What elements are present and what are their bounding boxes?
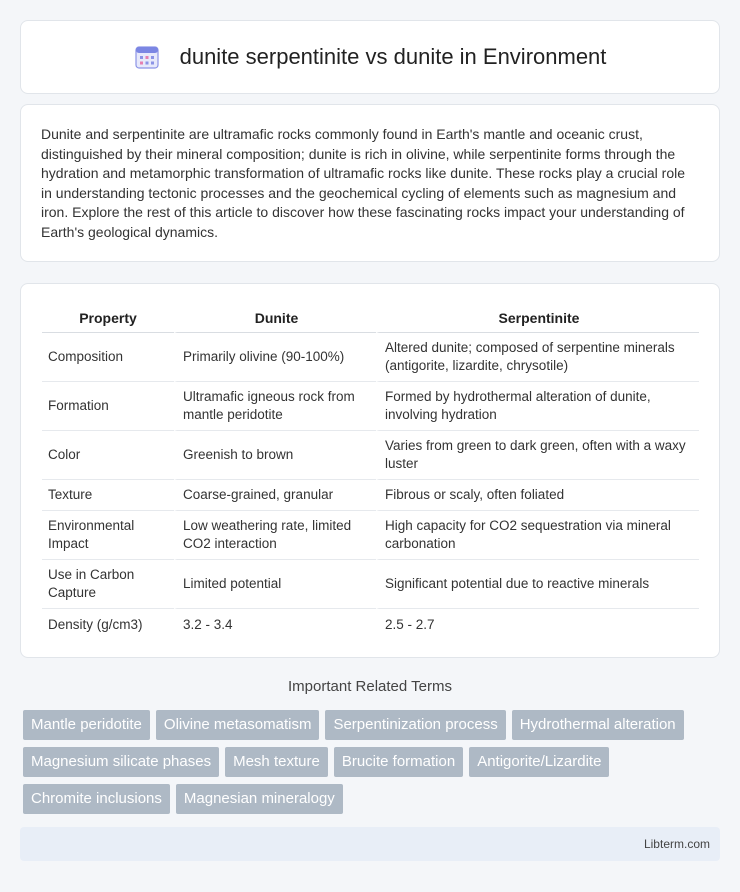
table-row xyxy=(42,609,699,640)
table-cell: Ultramafic igneous rock from mantle peridotite xyxy=(174,382,376,431)
table-cell: Coarse-grained, granular xyxy=(174,480,376,511)
table-row xyxy=(42,431,699,480)
column-header: Property xyxy=(42,304,174,333)
related-terms-list xyxy=(23,710,703,814)
related-term-tag[interactable]: Magnesium silicate phases xyxy=(23,747,219,777)
related-term-tag[interactable]: Chromite inclusions xyxy=(23,784,170,814)
table-cell: Greenish to brown xyxy=(174,431,376,480)
footer-site-link[interactable]: Libterm.com xyxy=(643,837,710,851)
related-term-tag[interactable]: Magnesian mineralogy xyxy=(176,784,343,814)
table-cell: Low weathering rate, limited CO2 interaction xyxy=(174,511,376,560)
table-cell: Formation xyxy=(42,382,174,431)
table-row xyxy=(42,480,699,511)
table-cell: Composition xyxy=(42,333,174,382)
page-title: dunite serpentinite vs dunite in Environment xyxy=(179,44,607,69)
table-cell: Altered dunite; composed of serpentine minerals (antigorite, lizardite, chrysotile) xyxy=(376,333,699,382)
related-term-tag[interactable]: Mesh texture xyxy=(225,747,328,777)
table-cell: Use in Carbon Capture xyxy=(42,560,174,609)
intro-text: Dunite and serpentinite are ultramafic rocks commonly found in Earth's mantle and oceanic crust, distinguished by their mineral composition; dunite is rich in olivine, while serpentinite forms through the hydration and metamorphic transformation of ultramafic rocks like dunite. These rocks play a crucial role in understanding tectonic processes and the geochemical cycling of elements such as magnesium and iron. Explore the rest of this article to discover how these fascinating rocks impact your understanding of Earth's geological dynamics. xyxy=(41,126,686,240)
calendar-grid-icon xyxy=(134,44,160,70)
footer xyxy=(20,827,720,861)
table-cell: High capacity for CO2 sequestration via mineral carbonation xyxy=(376,511,699,560)
related-term-tag[interactable]: Mantle peridotite xyxy=(23,710,150,740)
table-cell: Limited potential xyxy=(174,560,376,609)
table-cell: Significant potential due to reactive minerals xyxy=(376,560,699,609)
related-terms-title: Important Related Terms xyxy=(288,678,452,695)
table-cell: Environmental Impact xyxy=(42,511,174,560)
intro-card xyxy=(20,104,720,262)
table-cell: Primarily olivine (90-100%) xyxy=(174,333,376,382)
related-term-tag[interactable]: Antigorite/Lizardite xyxy=(469,747,609,777)
table-cell: 3.2 - 3.4 xyxy=(174,609,376,640)
comparison-table-card xyxy=(20,283,720,658)
related-term-tag[interactable]: Brucite formation xyxy=(334,747,463,777)
table-row xyxy=(42,560,699,609)
table-row xyxy=(42,511,699,560)
table-row xyxy=(42,382,699,431)
related-term-tag[interactable]: Serpentinization process xyxy=(325,710,505,740)
header-card xyxy=(20,20,720,94)
column-header: Dunite xyxy=(174,304,376,333)
table-cell: 2.5 - 2.7 xyxy=(376,609,699,640)
column-header: Serpentinite xyxy=(376,304,699,333)
table-cell: Formed by hydrothermal alteration of dunite, involving hydration xyxy=(376,382,699,431)
table-cell: Density (g/cm3) xyxy=(48,616,143,632)
table-cell: Fibrous or scaly, often foliated xyxy=(376,480,699,511)
table-header-row xyxy=(42,304,699,333)
table-row xyxy=(42,333,699,382)
table-cell: Texture xyxy=(42,480,174,511)
table-cell: Varies from green to dark green, often with a waxy luster xyxy=(376,431,699,480)
comparison-table xyxy=(42,304,699,640)
table-cell: Color xyxy=(42,431,174,480)
related-term-tag[interactable]: Olivine metasomatism xyxy=(156,710,320,740)
related-term-tag[interactable]: Hydrothermal alteration xyxy=(512,710,684,740)
